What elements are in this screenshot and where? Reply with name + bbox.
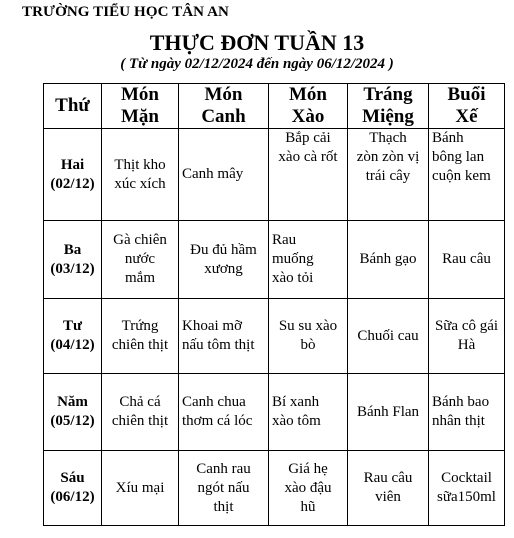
snack-cell: Cocktail sữa150ml bbox=[429, 451, 505, 526]
dessert-cell: Rau câu viên bbox=[348, 451, 429, 526]
school-name: TRƯỜNG TIỂU HỌC TÂN AN bbox=[22, 4, 229, 20]
stir-fry-cell: Giá hẹ xào đậu hũ bbox=[269, 451, 348, 526]
stir-fry-cell: Rau muống xào tỏi bbox=[269, 221, 348, 299]
main-dish-cell: Gà chiên nước mắm bbox=[102, 221, 179, 299]
day-cell: Ba (03/12) bbox=[44, 221, 102, 299]
snack-cell: Sữa cô gái Hà bbox=[429, 299, 505, 374]
stir-fry-cell: Su su xào bò bbox=[269, 299, 348, 374]
soup-cell: Canh mây bbox=[179, 129, 269, 221]
header-main-dish: Món Mặn bbox=[102, 84, 179, 129]
table-row bbox=[44, 451, 505, 526]
header-afternoon-snack: Buổi Xế bbox=[429, 84, 505, 129]
page-title: THỰC ĐƠN TUẦN 13 bbox=[149, 30, 365, 55]
snack-cell: Bánh bông lan cuộn kem bbox=[429, 129, 505, 221]
main-dish-cell: Thịt kho xúc xích bbox=[102, 129, 179, 221]
stir-fry-cell: Bắp cải xào cà rốt bbox=[269, 129, 348, 221]
table-row bbox=[44, 299, 505, 374]
dessert-cell: Bánh gạo bbox=[348, 221, 429, 299]
table-row bbox=[44, 374, 505, 451]
dessert-cell: Bánh Flan bbox=[348, 374, 429, 451]
header-soup: Món Canh bbox=[179, 84, 269, 129]
dessert-cell: Chuối cau bbox=[348, 299, 429, 374]
main-dish-cell: Trứng chiên thịt bbox=[102, 299, 179, 374]
soup-cell: Canh chua thơm cá lóc bbox=[179, 374, 269, 451]
table-header-row bbox=[44, 84, 505, 129]
snack-cell: Rau câu bbox=[429, 221, 505, 299]
soup-cell: Canh rau ngót nấu thịt bbox=[179, 451, 269, 526]
soup-cell: Đu đủ hầm xương bbox=[179, 221, 269, 299]
date-range-subtitle: ( Từ ngày 02/12/2024 đến ngày 06/12/2024 ) bbox=[120, 56, 394, 72]
soup-cell: Khoai mỡ nấu tôm thịt bbox=[179, 299, 269, 374]
header-dessert: Tráng Miệng bbox=[348, 84, 429, 129]
day-cell: Tư (04/12) bbox=[44, 299, 102, 374]
table-row bbox=[44, 221, 505, 299]
header-day: Thứ bbox=[44, 84, 102, 129]
header-stir-fry: Món Xào bbox=[269, 84, 348, 129]
dessert-cell: Thạch zòn zòn vị trái cây bbox=[348, 129, 429, 221]
main-dish-cell: Chả cá chiên thịt bbox=[102, 374, 179, 451]
day-cell: Hai (02/12) bbox=[44, 129, 102, 221]
main-dish-cell: Xíu mại bbox=[102, 451, 179, 526]
table-row bbox=[44, 129, 505, 221]
stir-fry-cell: Bí xanh xào tôm bbox=[269, 374, 348, 451]
weekly-menu-table bbox=[43, 83, 505, 526]
snack-cell: Bánh bao nhân thịt bbox=[429, 374, 505, 451]
day-cell: Năm (05/12) bbox=[44, 374, 102, 451]
day-cell: Sáu (06/12) bbox=[44, 451, 102, 526]
